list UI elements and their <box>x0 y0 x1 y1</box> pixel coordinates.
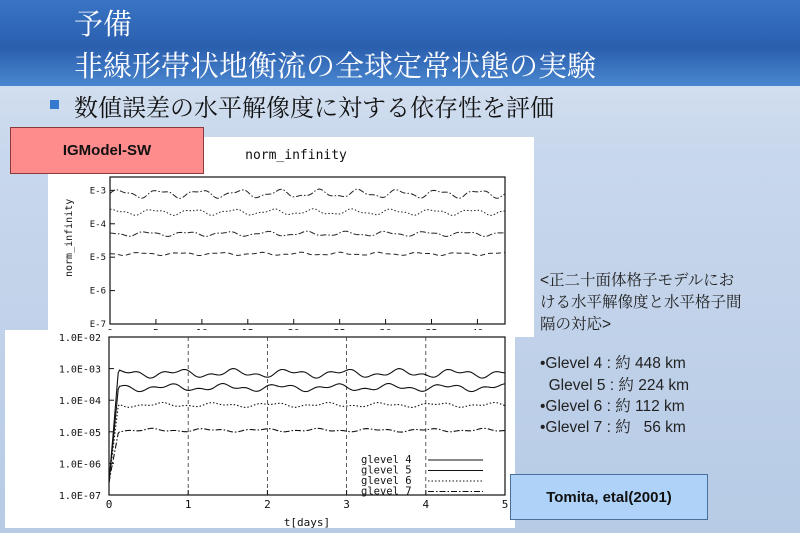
model-label: IGModel-SW <box>10 127 204 174</box>
x-tick-label: 4 <box>422 498 430 511</box>
y-tick-label: 1.0E-04 <box>58 396 101 408</box>
legend-label: glevel 5 <box>361 464 412 477</box>
legend-label: glevel 7 <box>361 485 412 498</box>
x-axis-label: t[days] <box>283 516 331 528</box>
legend-label: glevel 4 <box>361 454 412 466</box>
note-line2: ける水平解像度と水平格子間 <box>540 294 742 311</box>
note-line1: <正二十面体格子モデルにお <box>540 272 735 289</box>
glevel-line: •Glevel 4 : 約 448 km <box>540 355 686 372</box>
series-line <box>110 252 505 255</box>
y-tick-label: 1.0E-07 <box>58 491 101 502</box>
y-tick-label: 1.0E-03 <box>58 364 101 376</box>
x-tick-label: 3 <box>343 498 350 511</box>
series-line <box>109 384 505 483</box>
glevel-svg <box>5 330 515 528</box>
plot-frame <box>110 177 505 324</box>
series-line <box>109 428 505 482</box>
glevel-line: •Glevel 6 : 約 112 km <box>540 398 685 415</box>
y-tick-label: E-3 <box>89 186 106 197</box>
y-tick-label: 1.0E-05 <box>58 427 101 439</box>
x-tick-label: 5 <box>501 498 509 511</box>
y-tick-label: E-6 <box>89 286 106 297</box>
glevel-chart <box>5 330 515 528</box>
x-tick-label: 1 <box>184 498 192 511</box>
bullet-text: 数値誤差の水平解像度に対する依存性を評価 <box>74 94 554 122</box>
x-tick-label: 2 <box>264 498 271 511</box>
glevel-line: Glevel 5 : 約 224 km <box>540 377 690 394</box>
slide-title-line1: 予備 <box>74 7 133 41</box>
y-tick-label: 1.0E-02 <box>58 333 101 344</box>
x-tick-label: 0 <box>105 498 113 511</box>
citation-label: Tomita, etal(2001) <box>510 474 708 520</box>
legend-label: glevel 6 <box>361 475 412 487</box>
slide-title-line2: 非線形帯状地衡流の全球定常状態の実験 <box>74 49 597 83</box>
y-tick-label: 1.0E-06 <box>58 459 101 471</box>
y-tick-label: E-7 <box>89 320 106 330</box>
bullet-icon <box>50 100 59 109</box>
series-line <box>110 209 505 216</box>
y-axis-label: norm_infinity <box>64 198 75 277</box>
series-line <box>110 189 505 198</box>
title-band <box>0 0 800 86</box>
y-tick-label: E-4 <box>89 219 106 230</box>
plot-frame <box>109 337 505 495</box>
series-line <box>110 231 505 236</box>
y-tick-label: E-5 <box>89 253 106 264</box>
note-line3: 隔の対応> <box>540 316 612 333</box>
glevel-line: •Glevel 7 : 約 56 km <box>540 419 686 436</box>
chart-title: norm_infinity <box>245 148 347 163</box>
